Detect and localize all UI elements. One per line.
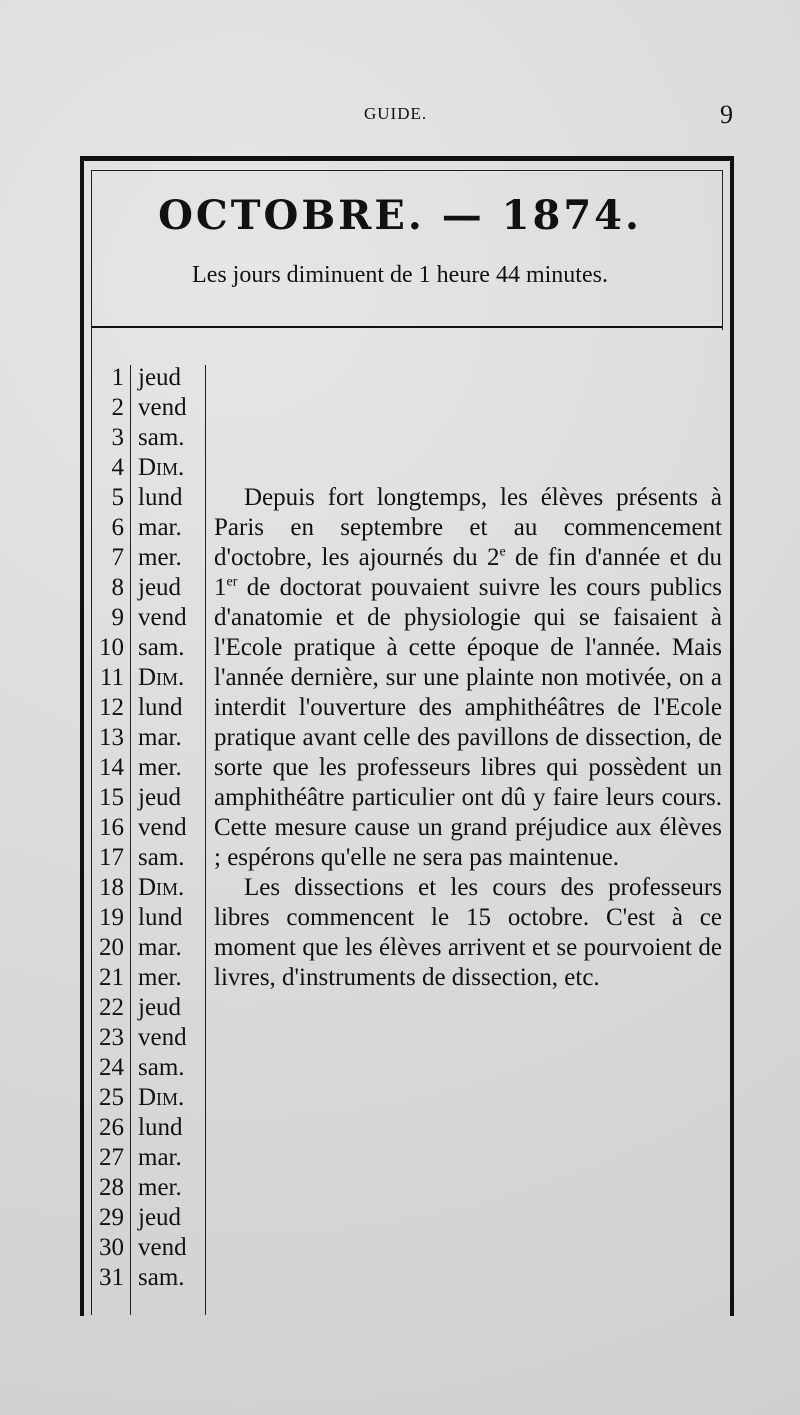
day-row bbox=[92, 633, 208, 663]
day-row bbox=[92, 1083, 208, 1113]
day-row bbox=[92, 723, 208, 753]
day-row bbox=[92, 1233, 208, 1263]
day-row bbox=[92, 1023, 208, 1053]
day-name: jeud bbox=[138, 1204, 182, 1231]
day-number: 15 bbox=[99, 784, 124, 811]
day-name: vend bbox=[138, 1024, 187, 1051]
day-row bbox=[92, 483, 208, 513]
day-name: vend bbox=[138, 1234, 187, 1261]
day-name: vend bbox=[138, 604, 187, 631]
day-number: 23 bbox=[99, 1024, 124, 1051]
page-number: 9 bbox=[720, 100, 733, 129]
superscript: e bbox=[499, 544, 506, 560]
day-row bbox=[92, 393, 208, 423]
superscript: er bbox=[226, 574, 238, 590]
day-number: 25 bbox=[99, 1084, 124, 1111]
day-number: 22 bbox=[99, 994, 124, 1021]
day-row bbox=[92, 1113, 208, 1143]
day-row bbox=[92, 363, 208, 393]
day-row bbox=[92, 1143, 208, 1173]
body-text bbox=[214, 483, 722, 993]
day-name: sam. bbox=[138, 844, 185, 871]
day-row bbox=[92, 933, 208, 963]
day-number: 12 bbox=[99, 694, 124, 721]
day-row bbox=[92, 993, 208, 1023]
day-number: 3 bbox=[111, 424, 124, 451]
day-row bbox=[92, 543, 208, 573]
day-name: vend bbox=[138, 394, 187, 421]
day-name: sam. bbox=[138, 634, 185, 661]
day-number: 8 bbox=[111, 574, 124, 601]
day-number: 10 bbox=[99, 634, 124, 661]
day-name: mar. bbox=[138, 934, 182, 961]
day-row bbox=[92, 903, 208, 933]
day-number: 7 bbox=[111, 544, 124, 571]
day-number: 5 bbox=[111, 484, 124, 511]
paragraph: Les dissections et les cours des professeurs libres commencent le 15 octobre. C'est à ce moment que les élèves arrivent et se pourvoient de livres, d'instruments de dissection, etc. bbox=[214, 874, 722, 991]
day-name: lund bbox=[138, 694, 183, 721]
day-number: 21 bbox=[99, 964, 124, 991]
running-head bbox=[0, 100, 800, 130]
day-name: mar. bbox=[138, 724, 182, 751]
day-number: 17 bbox=[99, 844, 124, 871]
paragraph-text: Depuis fort longtemps, les élèves présents à Paris en septembre et au commencement d'octobre, les ajournés du 2 bbox=[214, 484, 722, 571]
day-name: lund bbox=[138, 1114, 183, 1141]
day-number: 16 bbox=[99, 814, 124, 841]
day-number: 24 bbox=[99, 1054, 124, 1081]
day-number: 29 bbox=[99, 1204, 124, 1231]
day-row bbox=[92, 693, 208, 723]
day-name: mer. bbox=[138, 964, 182, 991]
day-number: 9 bbox=[111, 604, 124, 631]
day-number: 4 bbox=[111, 454, 124, 481]
day-number: 6 bbox=[111, 514, 124, 541]
running-title: GUIDE. bbox=[364, 104, 428, 123]
day-row bbox=[92, 813, 208, 843]
day-row bbox=[92, 753, 208, 783]
day-name: jeud bbox=[138, 364, 182, 391]
day-row bbox=[92, 1173, 208, 1203]
day-name: sam. bbox=[138, 424, 185, 451]
day-number: 28 bbox=[99, 1174, 124, 1201]
day-length-note: Les jours diminuent de 1 heure 44 minutes. bbox=[192, 262, 608, 288]
day-number: 2 bbox=[111, 394, 124, 421]
day-number: 26 bbox=[99, 1114, 124, 1141]
day-number: 11 bbox=[99, 664, 124, 691]
day-row bbox=[92, 663, 208, 693]
day-number: 19 bbox=[99, 904, 124, 931]
day-name: Dim. bbox=[138, 454, 185, 481]
day-row bbox=[92, 513, 208, 543]
month-title: OCTOBRE. — 1874. bbox=[158, 192, 642, 239]
day-name: mer. bbox=[138, 544, 182, 571]
day-name: lund bbox=[138, 904, 183, 931]
paragraph-text: de doctorat pouvaient suivre les cours publics d'anatomie et de physiologie qui se faisaient à l'Ecole pratique à cette époque de l'année. Mais l'année dernière, sur une plainte non motivée, on a interdit l'ouverture des amphithéâtres de l'Ecole pratique avant celle des pavillons de dissection, de sorte que les professeurs libres qui possèdent un amphithéâtre particulier ont dû y faire leurs cours. Cette mesure cause un grand préjudice aux élèves ; espérons qu'elle ne sera pas maintenue. bbox=[214, 574, 722, 871]
day-number: 14 bbox=[99, 754, 124, 781]
day-name: vend bbox=[138, 814, 187, 841]
day-name: lund bbox=[138, 484, 183, 511]
day-row bbox=[92, 873, 208, 903]
day-row bbox=[92, 1053, 208, 1083]
day-row bbox=[92, 963, 208, 993]
day-name: sam. bbox=[138, 1054, 185, 1081]
day-row bbox=[92, 1263, 208, 1293]
day-number: 13 bbox=[99, 724, 124, 751]
day-row bbox=[92, 783, 208, 813]
day-number: 20 bbox=[99, 934, 124, 961]
day-row bbox=[92, 843, 208, 873]
paragraph-text: de fin d'année et du 1 bbox=[214, 544, 722, 601]
day-name: jeud bbox=[138, 994, 182, 1021]
day-row bbox=[92, 423, 208, 453]
header-divider bbox=[91, 326, 722, 328]
day-name: Dim. bbox=[138, 874, 185, 901]
day-name: mer. bbox=[138, 754, 182, 781]
day-number: 18 bbox=[99, 874, 124, 901]
day-number: 1 bbox=[111, 364, 124, 391]
day-row bbox=[92, 573, 208, 603]
day-name: mar. bbox=[138, 514, 182, 541]
day-name: Dim. bbox=[138, 664, 185, 691]
day-number: 27 bbox=[99, 1144, 124, 1171]
day-name: mer. bbox=[138, 1174, 182, 1201]
day-row bbox=[92, 1203, 208, 1233]
day-number: 30 bbox=[99, 1234, 124, 1261]
day-row bbox=[92, 453, 208, 483]
day-number: 31 bbox=[99, 1264, 124, 1291]
day-name: sam. bbox=[138, 1264, 185, 1291]
day-name: jeud bbox=[138, 784, 182, 811]
day-name: jeud bbox=[138, 574, 182, 601]
day-name: mar. bbox=[138, 1144, 182, 1171]
frame-inner-rule bbox=[91, 170, 723, 171]
day-name: Dim. bbox=[138, 1084, 185, 1111]
day-row bbox=[92, 603, 208, 633]
day-list bbox=[92, 363, 208, 1293]
paragraph bbox=[214, 483, 722, 873]
